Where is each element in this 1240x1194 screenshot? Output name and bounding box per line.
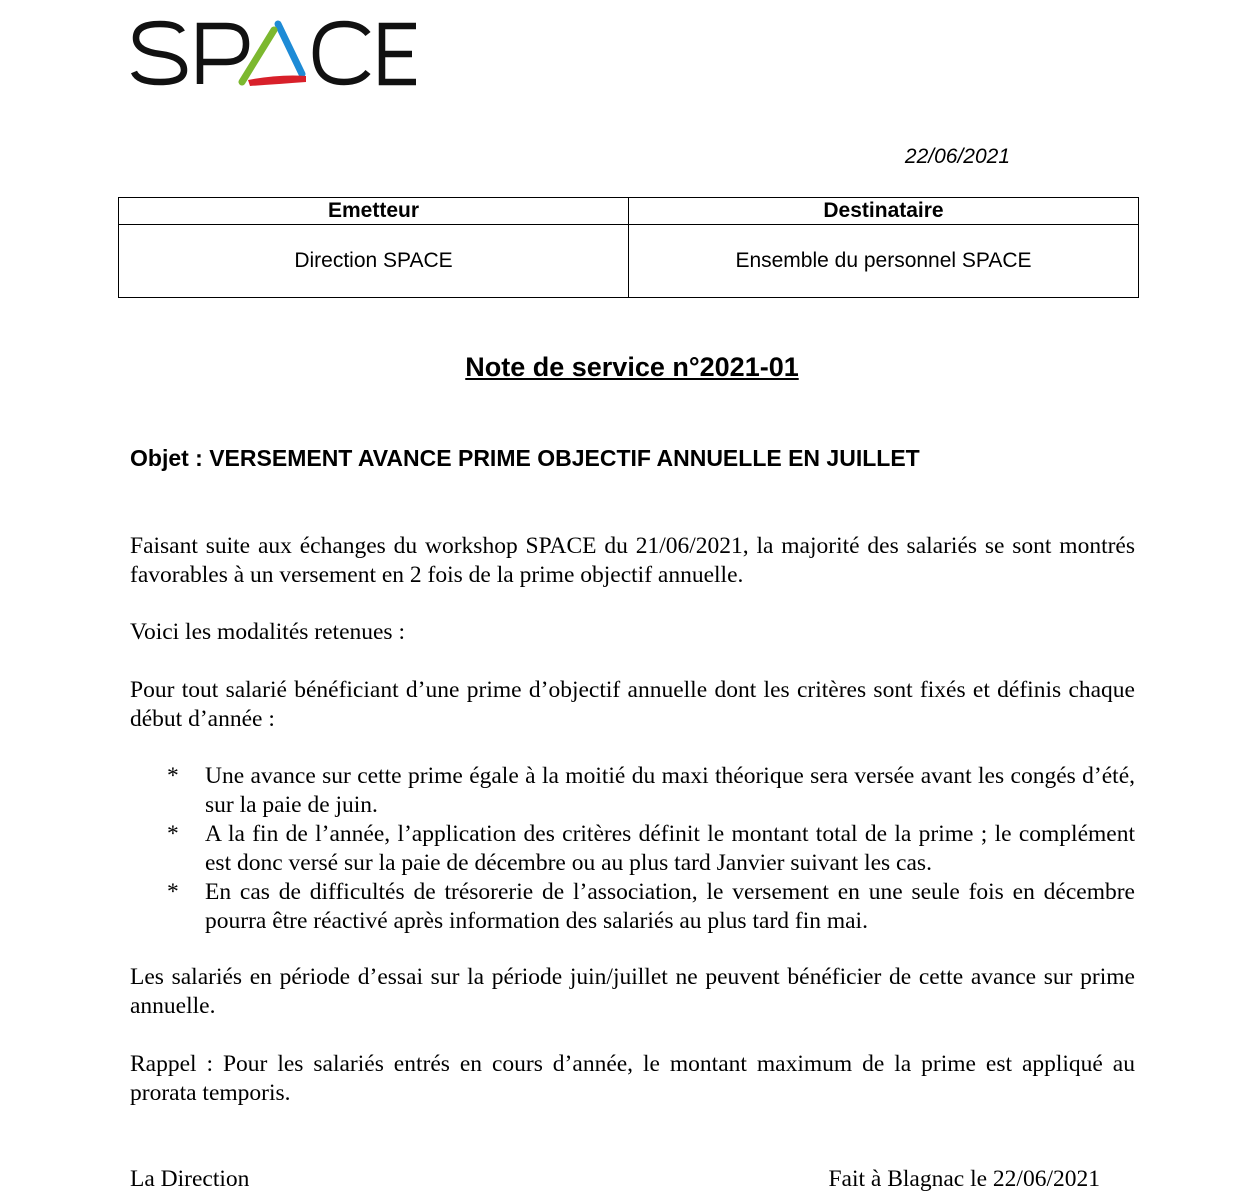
list-item-text: A la fin de l’année, l’application des critères définit le montant total de la prime ; le complément est donc versé sur la paie de décembre ou au plus tard Janvier suivant les cas. [205,821,1135,876]
sender-recipient-table [118,197,1139,298]
bullet-marker: * [167,879,179,905]
signature-direction: La Direction [130,1166,250,1192]
modalities-list [130,762,1135,936]
logo-letter-s [134,24,184,82]
logo-letter-e [382,26,416,82]
space-logo [130,18,420,88]
paragraph-intro: Faisant suite aux échanges du workshop SPACE du 21/06/2021, la majorité des salariés se sont montrés favorables à un versement en 2 fois de la prime objectif annuelle. [130,533,1135,588]
paragraph-eligibility: Pour tout salarié bénéficiant d’une prime d’objectif annuelle dont les critères sont fixés et définis chaque début d’année : [130,677,1135,732]
logo-a-blue-stroke [278,24,302,74]
sender-header: Emetteur [119,198,629,225]
document-date: 22/06/2021 [904,145,1010,168]
logo-a-red-stroke [248,76,306,87]
recipient-header: Destinataire [629,198,1139,225]
bullet-marker: * [167,763,179,789]
signature-place-date: Fait à Blagnac le 22/06/2021 [828,1166,1100,1192]
paragraph-reminder: Rappel : Pour les salariés entrés en cours d’année, le montant maximum de la prime est appliqué au prorata temporis. [130,1051,1135,1106]
list-item [130,762,1135,820]
logo-letter-c [316,24,368,82]
note-title: Note de service n°2021-01 [465,352,799,382]
list-item-text: En cas de difficultés de trésorerie de l’association, le versement en une seule fois en décembre pourra être réactivé après information des salariés au plus tard fin mai. [205,879,1135,934]
bullet-marker: * [167,821,179,847]
sender-value: Direction SPACE [119,225,629,298]
list-item [130,878,1135,936]
subject-line: Objet : VERSEMENT AVANCE PRIME OBJECTIF ANNUELLE EN JUILLET [130,445,920,471]
list-item [130,820,1135,878]
paragraph-modalities: Voici les modalités retenues : [130,619,405,645]
recipient-value: Ensemble du personnel SPACE [629,225,1139,298]
logo-letter-p [200,26,246,84]
paragraph-trial-period: Les salariés en période d’essai sur la période juin/juillet ne peuvent bénéficier de cette avance sur prime annuelle. [130,964,1135,1019]
list-item-text: Une avance sur cette prime égale à la moitié du maxi théorique sera versée avant les congés d’été, sur la paie de juin. [205,763,1135,818]
